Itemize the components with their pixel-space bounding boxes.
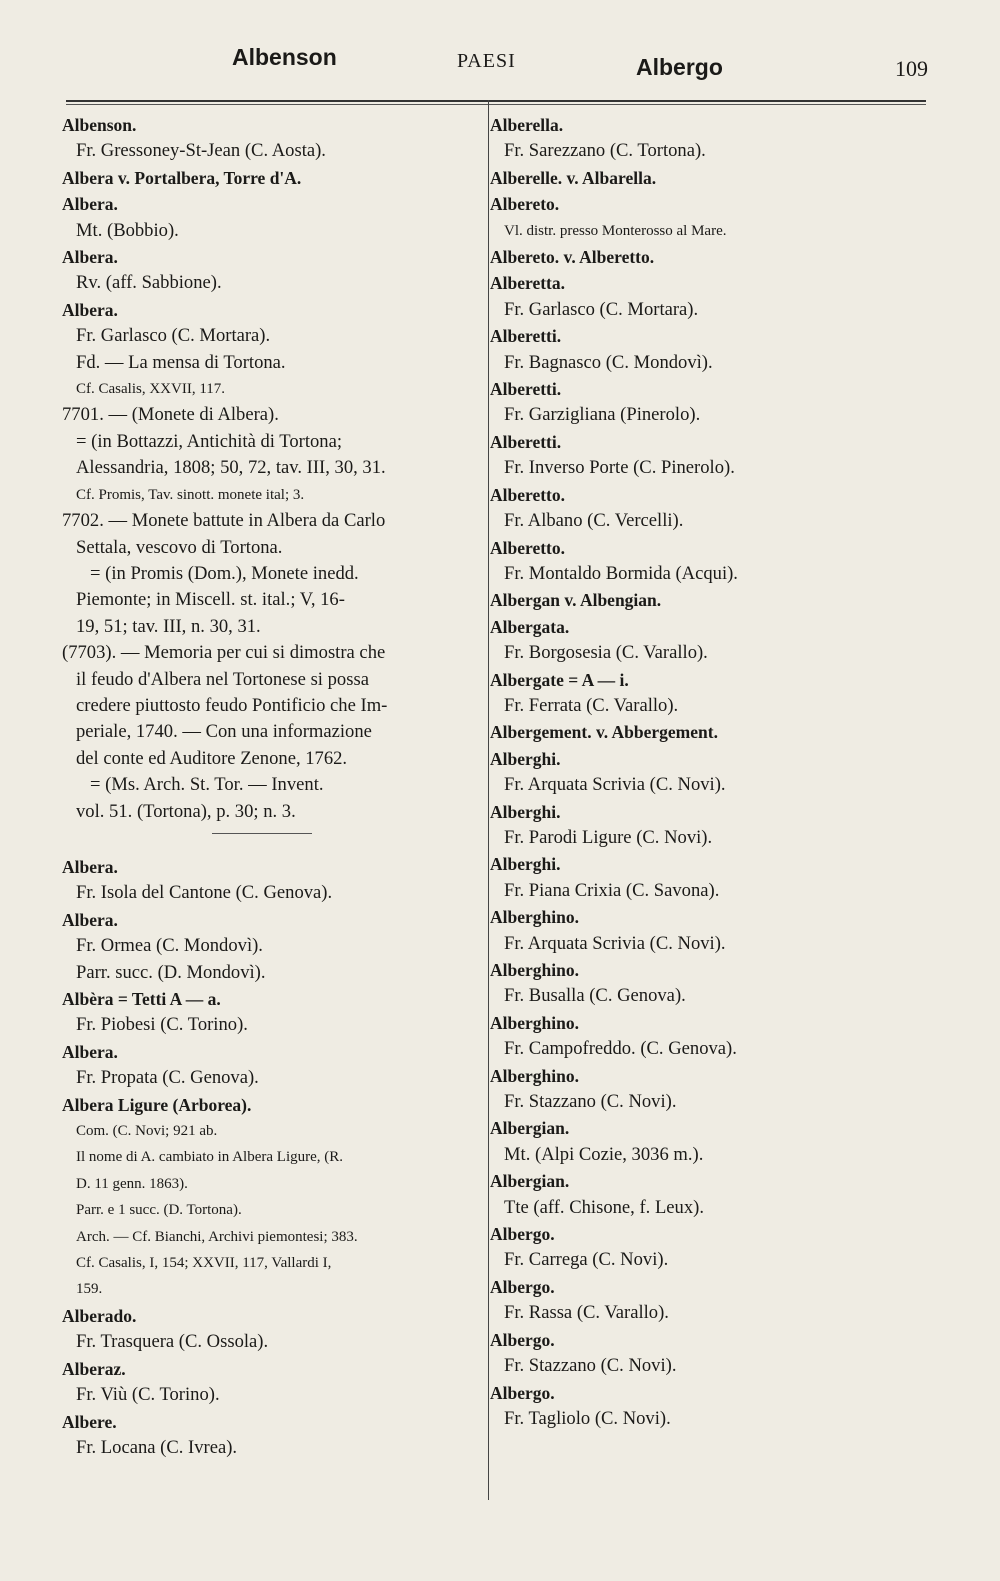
entry-heading: Albergata.: [490, 616, 570, 637]
entry-heading: Albergo.: [490, 1276, 555, 1297]
header-rule-thin: [66, 104, 926, 105]
left-column: [62, 112, 472, 1461]
entry-heading: Alberghi.: [490, 801, 561, 822]
entry-note: Cf. Casalis, I, 154; XXVII, 117, Vallardi I,: [76, 1255, 332, 1272]
entry-heading: Albera.: [62, 909, 118, 930]
entry-heading: Albera.: [62, 247, 118, 268]
entry-heading: Alberetti.: [490, 379, 562, 400]
entry-line: Fr. Busalla (C. Genova).: [504, 985, 686, 1007]
entry-line: Mt. (Bobbio).: [76, 219, 179, 241]
column-divider: [488, 100, 489, 1500]
entry-line: (7703). — Memoria per cui si dimostra che: [62, 642, 386, 664]
entry-line: Fr. Stazzano (C. Novi).: [504, 1355, 677, 1377]
entry-line: Tte (aff. Chisone, f. Leux).: [504, 1196, 704, 1218]
entry-line: 7701. — (Monete di Albera).: [62, 404, 279, 426]
entry-line: Alessandria, 1808; 50, 72, tav. III, 30, 31.: [76, 457, 386, 479]
entry-heading: Albera.: [62, 194, 118, 215]
entry-note: Com. (C. Novi; 921 ab.: [76, 1123, 218, 1140]
entry-heading: Albergo.: [490, 1382, 555, 1403]
entry-heading: Alberetta.: [490, 273, 565, 294]
entry-line: Fr. Parodi Ligure (C. Novi).: [504, 826, 713, 848]
entry-heading: Albera.: [62, 1041, 118, 1062]
entry-heading: Alberetto.: [490, 537, 565, 558]
entry-line: vol. 51. (Tortona), p. 30; n. 3.: [76, 800, 296, 822]
entry-heading: Albèra = Tetti A — a.: [62, 989, 221, 1009]
entry-heading: Albergian.: [490, 1118, 570, 1139]
entry-heading: Albergate = A — i.: [490, 669, 629, 690]
entry-line: Piemonte; in Miscell. st. ital.; V, 16-: [76, 589, 345, 611]
entry-heading: Albergan v. Albengian.: [490, 590, 662, 611]
entry-heading: Alberghino.: [490, 960, 579, 980]
entry-heading: Albergian.: [490, 1171, 570, 1192]
entry-line: Fr. Stazzano (C. Novi).: [504, 1091, 677, 1113]
header-left-word: Albenson: [232, 44, 337, 70]
entry-heading: Alberella.: [490, 115, 564, 135]
entry-note: Il nome di A. cambiato in Albera Ligure, (R.: [76, 1149, 344, 1166]
entry-note: Arch. — Cf. Bianchi, Archivi piemontesi; 383.: [76, 1228, 358, 1245]
entry-line: Fr. Viù (C. Torino).: [76, 1384, 220, 1406]
entry-heading: Albergement. v. Abbergement.: [490, 722, 718, 743]
entry-note: Parr. e 1 succ. (D. Tortona).: [76, 1202, 242, 1219]
entry-line: Fr. Tagliolo (C. Novi).: [504, 1407, 671, 1429]
entry-line: Fr. Ferrata (C. Varallo).: [504, 694, 679, 716]
entry-line: Fr. Campofreddo. (C. Genova).: [504, 1038, 737, 1060]
entry-line: Fr. Garzigliana (Pinerolo).: [504, 404, 701, 426]
entry-heading: Albere.: [62, 1411, 117, 1432]
entry-heading: Albera.: [62, 856, 118, 877]
entry-line: Fr. Bagnasco (C. Mondovì).: [504, 351, 713, 373]
entry-heading: Albereto.: [490, 194, 560, 215]
entry-line: Fr. Sarezzano (C. Tortona).: [504, 140, 706, 162]
entry-heading: Alberetti.: [490, 431, 562, 452]
entry-line: Fd. — La mensa di Tortona.: [76, 351, 286, 373]
entry-note: Cf. Casalis, XXVII, 117.: [76, 381, 226, 398]
entry-note: 159.: [76, 1281, 103, 1298]
right-column: [490, 112, 920, 1432]
entry-heading: Alberghi.: [490, 854, 561, 875]
header-rule: [66, 100, 926, 102]
entry-line: = (Ms. Arch. St. Tor. — Invent.: [90, 774, 324, 796]
entry-heading: Albera Ligure (Arborea).: [62, 1094, 252, 1115]
entry-line: Fr. Garlasco (C. Mortara).: [504, 298, 699, 320]
entry-heading: Albergo.: [490, 1224, 555, 1245]
entry-line: Settala, vescovo di Tortona.: [76, 536, 283, 558]
entry-line: Fr. Trasquera (C. Ossola).: [76, 1331, 269, 1353]
entry-line: credere piuttosto feudo Pontificio che Im-: [76, 694, 388, 716]
entry-line: Fr. Arquata Scrivia (C. Novi).: [504, 774, 726, 796]
entry-line: = (in Bottazzi, Antichità di Tortona;: [76, 430, 343, 452]
header-right-word: Albergo: [636, 54, 723, 80]
entry-note: Cf. Promis, Tav. sinott. monete ital; 3.: [76, 486, 305, 503]
entry-line: Parr. succ. (D. Mondovì).: [76, 961, 266, 983]
entry-heading: Albergo.: [490, 1329, 555, 1350]
section-separator: [212, 833, 312, 846]
entry-heading: Alberghino.: [490, 1012, 579, 1033]
entry-note: D. 11 genn. 1863).: [76, 1175, 188, 1192]
entry-line: Fr. Piobesi (C. Torino).: [76, 1014, 248, 1036]
entry-line: Fr. Locana (C. Ivrea).: [76, 1436, 238, 1458]
entry-heading: Albenson.: [62, 115, 137, 135]
entry-line: Fr. Gressoney-St-Jean (C. Aosta).: [76, 140, 326, 162]
header-center-word: PAESI: [457, 50, 516, 72]
entry-heading: Alberetti.: [490, 326, 562, 347]
entry-line: Mt. (Alpi Cozie, 3036 m.).: [504, 1143, 704, 1165]
page-header: [62, 44, 928, 92]
entry-line: periale, 1740. — Con una informazione: [76, 721, 372, 743]
entry-line: Fr. Isola del Cantone (C. Genova).: [76, 882, 333, 904]
page-number: 109: [895, 56, 928, 81]
entry-heading: Alberetto.: [490, 484, 565, 505]
entry-heading: Alberelle. v. Albarella.: [490, 167, 657, 188]
entry-line: 19, 51; tav. III, n. 30, 31.: [76, 615, 261, 637]
entry-heading: Alberghino.: [490, 907, 579, 928]
entry-line: Fr. Albano (C. Vercelli).: [504, 510, 684, 532]
entry-line: Fr. Carrega (C. Novi).: [504, 1249, 669, 1271]
entry-line: = (in Promis (Dom.), Monete inedd.: [90, 562, 359, 584]
entry-line: il feudo d'Albera nel Tortonese si possa: [76, 668, 369, 690]
entry-heading: Alberado.: [62, 1305, 137, 1326]
entry-line: Fr. Rassa (C. Varallo).: [504, 1302, 669, 1324]
entry-line: Fr. Arquata Scrivia (C. Novi).: [504, 932, 726, 954]
entry-line: Fr. Inverso Porte (C. Pinerolo).: [504, 457, 735, 479]
entry-line: Fr. Borgosesia (C. Varallo).: [504, 642, 708, 664]
entry-heading: Albera v. Portalbera, Torre d'A.: [62, 167, 302, 188]
entry-line: 7702. — Monete battute in Albera da Carlo: [62, 510, 386, 532]
entry-line: Fr. Montaldo Bormida (Acqui).: [504, 562, 738, 584]
entry-line: del conte ed Auditore Zenone, 1762.: [76, 747, 348, 769]
entry-line: Fr. Ormea (C. Mondovì).: [76, 935, 263, 957]
entry-note: Vl. distr. presso Monterosso al Mare.: [504, 222, 727, 239]
entry-heading: Albera.: [62, 299, 118, 320]
entry-heading: Albereto. v. Alberetto.: [490, 247, 655, 268]
entry-line: Fr. Propata (C. Genova).: [76, 1067, 259, 1089]
entry-line: Rv. (aff. Sabbione).: [76, 272, 222, 294]
entry-heading: Alberghino.: [490, 1065, 579, 1086]
entry-line: Fr. Garlasco (C. Mortara).: [76, 325, 271, 347]
entry-heading: Alberaz.: [62, 1358, 126, 1379]
entry-heading: Alberghi.: [490, 748, 561, 769]
entry-line: Fr. Piana Crixia (C. Savona).: [504, 879, 720, 901]
